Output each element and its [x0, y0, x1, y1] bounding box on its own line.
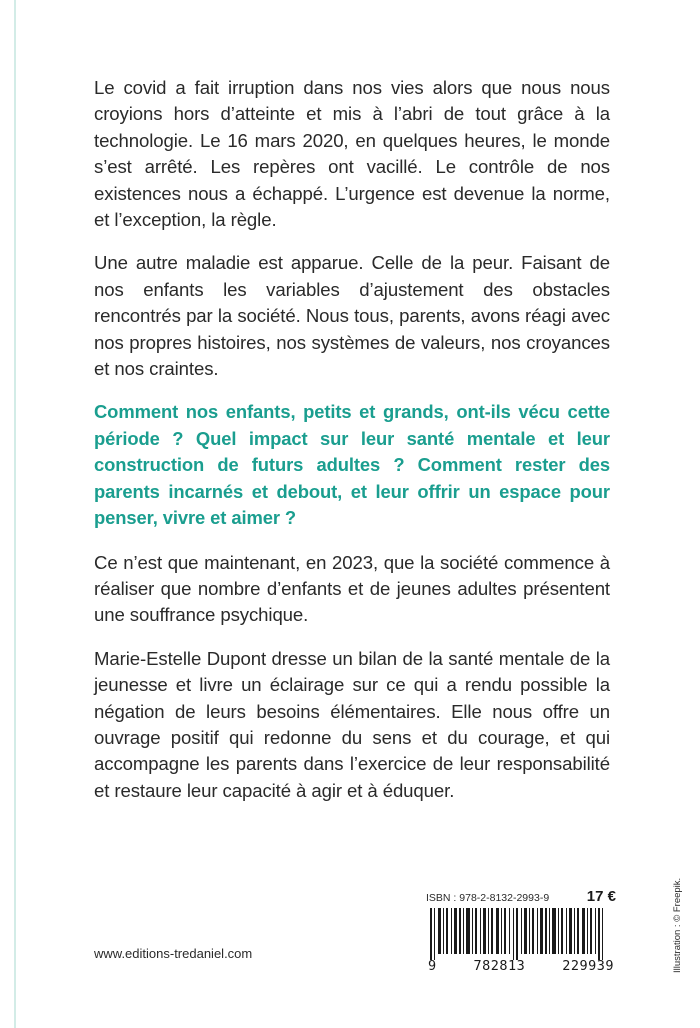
- illustration-credit-text: Illustration : © Freepik.: [672, 877, 683, 973]
- barcode-digit-group-1: 782813: [473, 958, 526, 974]
- barcode-digit-prefix: 9: [428, 958, 437, 974]
- illustration-credit: [668, 865, 686, 975]
- price: 17 €: [586, 888, 616, 905]
- cover-edge-line: [14, 0, 16, 1028]
- barcode-icon: [426, 908, 616, 960]
- back-cover-text: [94, 75, 610, 821]
- barcode-digits: [426, 958, 616, 974]
- current-situation-paragraph: Ce n’est que maintenant, en 2023, que la société commence à réaliser que nombre d’enfants et de jeunes adultes présentent une souffrance psychique.: [94, 551, 610, 626]
- intro-paragraph: Le covid a fait irruption dans nos vies alors que nous nous croyions hors d’atteinte et mis à l’abri de tout grâce à la technologie. Le 16 mars 2020, en quelques heures, le monde s’est arrêté. Les repères ont vacillé. Le contrôle de nos existences nous a échappé. L’urgence est devenue la norme, et l’exception, la règle.: [94, 77, 610, 231]
- isbn-number: ISBN : 978-2-8132-2993-9: [426, 892, 550, 904]
- fear-paragraph: Une autre maladie est apparue. Celle de la peur. Faisant de nos enfants les variables d’ajustement des obstacles rencontrés par la société. Nous tous, parents, avons réagi avec nos propres histoires, nos systèmes de valeurs, nos croyances et nos craintes.: [94, 252, 610, 380]
- publisher-website: www.editions-tredaniel.com: [94, 946, 253, 961]
- barcode-digit-group-2: 229939: [562, 958, 614, 974]
- highlight-questions: Comment nos enfants, petits et grands, ont-ils vécu cette période ? Quel impact sur leur santé mentale et leur construction de futurs adultes ? Comment rester des parents incarnés et debout, et leur offrir un espace pour penser, vivre et aimer ?: [94, 401, 610, 529]
- isbn-barcode-block: [426, 888, 616, 974]
- author-summary-paragraph: Marie-Estelle Dupont dresse un bilan de la santé mentale de la jeunesse et livre un éclairage sur ce qui a rendu possible la négation de leurs besoins élémentaires. Elle nous offre un ouvrage positif qui redonne du sens et du courage, et qui accompagne les parents dans l’exercice de leur responsabilité et restaure leur capacité à agir et à éduquer.: [94, 647, 610, 801]
